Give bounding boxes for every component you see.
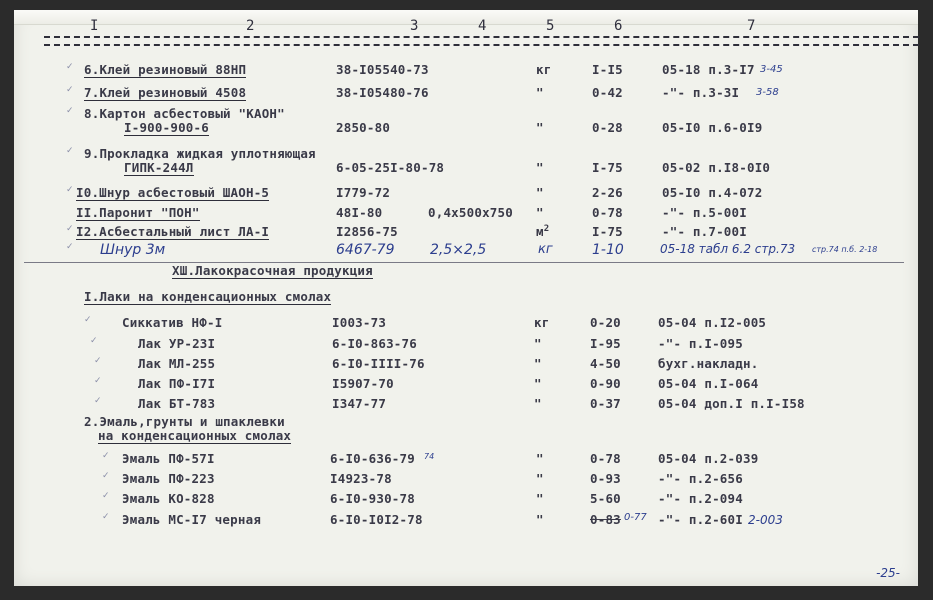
header-dashed-line [44,44,919,46]
item-gost: 2850-80 [336,120,391,135]
item-name: Лак МЛ-255 [138,356,216,371]
item-price: I-75 [592,224,623,239]
item-name: 6.Клей резиновый 88НП [84,62,247,77]
item-price: 0-93 [590,471,621,486]
item-name: I2.Асбестальный лист ЛА-I [76,224,270,239]
item-gost: 6-I0-636-79 [330,451,415,466]
page-number: -25- [876,566,900,580]
item-gost: 6-05-25I-80-78 [336,160,445,175]
table-row: ✓ Лак ПФ-I7I I5907-70 " 0-90 05-04 п.I-064 [94,376,759,391]
table-row-handwritten: ✓ Шнур 3м 6467-79 2,5×2,5 кг 1-10 05-18 табл 6.2 стр.73 стр.74 п.б. 2-18 [66,242,878,258]
item-reference: бухг.накладн. [658,356,759,371]
section-heading-row [14,414,918,450]
item-name: Лак БТ-783 [138,396,216,411]
section-heading: XШ.Лакокрасочная продукция [172,263,373,278]
column-number-2: 2 [246,18,255,34]
item-name: II.Паронит "ПОН" [76,205,200,220]
item-unit: " [536,185,544,200]
handwritten-note: 3-58 [756,87,779,98]
handwritten-price: 0-77 [624,512,647,523]
item-gost: I779-72 [336,185,391,200]
item-size: 2,5×2,5 [430,242,487,258]
item-price: 0-83 [590,512,621,527]
item-unit: кг [538,242,553,257]
item-unit: $м^2$ [536,224,550,240]
subsection-heading-continued: на конденсационных смолах [98,428,292,443]
item-price: 2-26 [592,185,623,200]
item-name: Эмаль ПФ-57I [122,451,215,466]
item-price: 0-20 [590,315,621,330]
item-gost: 6-I0-863-76 [332,336,417,351]
table-row: ✓ 9.Прокладка жидкая уплотняющая ГИПК-244Л 6-05-25I-80-78 " I-75 05-02 п.I8-0I0 [66,146,771,175]
table-row: ✓ Сиккатив НФ-I I003-73 кг 0-20 05-04 п.I2-005 [84,315,767,330]
item-price: I-I5 [592,62,623,77]
item-name-continued: I-900-900-6 [124,120,209,135]
item-name: Шнур 3м [100,242,166,258]
item-reference: 05-18 табл 6.2 стр.73 [660,242,796,256]
table-row: ✓ Эмаль ПФ-57I 6-I0-636-79 74 " 0-78 05-04 п.2-039 [102,451,759,466]
item-price: 0-28 [592,120,623,135]
section-heading-row [14,263,918,283]
table-row: ✓ Эмаль ПФ-223 I4923-78 " 0-93 -"- п.2-656 [102,471,743,486]
subsection-heading: 2.Эмаль,грунты и шпаклевки [84,414,285,429]
page-fold [14,10,918,25]
item-reference: -"- п.2-60I [658,512,743,527]
item-price: 5-60 [590,491,621,506]
table-row: ✓ Лак БТ-783 I347-77 " 0-37 05-04 доп.I п.I-I58 [94,396,805,411]
item-reference: 05-I0 п.4-072 [662,185,763,200]
item-reference: 05-04 доп.I п.I-I58 [658,396,805,411]
column-number-1: I [90,18,99,34]
item-gost: 38-I05540-73 [336,62,429,77]
handwritten-note: 74 [424,452,435,461]
item-gost: 38-I05480-76 [336,85,429,100]
item-reference: 05-04 п.I-064 [658,376,759,391]
table-row: ✓ 6.Клей резиновый 88НП 38-I05540-73 кг I-I5 05-18 п.3-I7 3-45 [66,62,783,77]
item-unit: кг [534,315,550,330]
item-reference: 05-I0 п.6-0I9 [662,120,763,135]
item-name: I0.Шнур асбестовый ШАОН-5 [76,185,270,200]
item-reference: 05-02 п.I8-0I0 [662,160,771,175]
item-price: 0-78 [592,205,623,220]
item-gost: I2856-75 [336,224,398,239]
item-reference: -"- п.3-3I [662,85,740,100]
column-number-5: 5 [546,18,555,34]
item-unit: " [534,376,542,391]
section-heading-row [14,289,918,309]
table-row: ✓ Лак УР-23I 6-I0-863-76 " I-95 -"- п.I-095 [90,336,743,351]
item-gost: 6-I0-930-78 [330,491,415,506]
item-name: 9.Прокладка жидкая уплотняющая [84,146,316,161]
table-row: ✓ Эмаль МС-I7 черная 6-I0-I0I2-78 " 0-83 0-77 -"- п.2-60I 2-003 [102,512,783,527]
item-name: Лак УР-23I [138,336,216,351]
item-unit: " [536,205,544,220]
item-reference: -"- п.5-00I [662,205,747,220]
item-reference: -"- п.2-656 [658,471,743,486]
item-reference: 05-04 п.I2-005 [658,315,767,330]
table-row: ✓ Эмаль КО-828 6-I0-930-78 " 5-60 -"- п.2-094 [102,491,743,506]
column-number-3: 3 [410,18,419,34]
item-price: I-95 [590,336,621,351]
header-dashed-line [44,36,919,38]
item-gost: 48I-80 [336,205,383,220]
item-unit: " [536,471,544,486]
item-reference: -"- п.7-00I [662,224,747,239]
table-row: ✓ I0.Шнур асбестовый ШАОН-5 I779-72 " 2-26 05-I0 п.4-072 [66,185,763,200]
item-size: 0,4x500x750 [428,205,513,220]
item-unit: кг [536,62,552,77]
item-unit: " [536,160,544,175]
item-unit: " [536,512,544,527]
item-reference: 05-18 п.3-I7 [662,62,755,77]
item-unit: " [536,451,544,466]
item-reference: 05-04 п.2-039 [658,451,759,466]
item-price: I-75 [592,160,623,175]
item-unit: " [534,396,542,411]
item-gost: 6467-79 [336,242,395,258]
unit-superscript: 2 [543,224,550,234]
item-gost: I003-73 [332,315,387,330]
item-gost: 6-I0-IIII-76 [332,356,425,371]
item-reference: -"- п.I-095 [658,336,743,351]
item-price: 0-37 [590,396,621,411]
handwritten-note: 2-003 [748,513,783,527]
item-name: Эмаль КО-828 [122,491,215,506]
item-unit: " [536,491,544,506]
column-number-6: 6 [614,18,623,34]
table-row: ✓ Лак МЛ-255 6-I0-IIII-76 " 4-50 бухг.накладн. [94,356,759,371]
item-unit: " [534,336,542,351]
table-row: ✓ 7.Клей резиновый 4508 38-I05480-76 " 0-42 -"- п.3-3I 3-58 [66,85,779,100]
item-price: 0-90 [590,376,621,391]
item-name: 8.Картон асбестовый "КАОН" [84,106,285,121]
item-unit: " [536,85,544,100]
item-gost: I347-77 [332,396,387,411]
item-name-continued: ГИПК-244Л [124,160,194,175]
item-name: Сиккатив НФ-I [122,315,223,330]
item-name: Эмаль МС-I7 черная [122,512,262,527]
item-gost: 6-I0-I0I2-78 [330,512,423,527]
document-sheet [14,10,918,586]
item-name: Лак ПФ-I7I [138,376,216,391]
item-name: 7.Клей резиновый 4508 [84,85,247,100]
item-unit: " [534,356,542,371]
item-unit: " [536,120,544,135]
table-row: ✓ 8.Картон асбестовый "КАОН" I-900-900-6 2850-80 " 0-28 05-I0 п.6-0I9 [66,106,763,135]
item-price: 1-10 [592,242,624,258]
item-gost: I4923-78 [330,471,392,486]
column-number-7: 7 [747,18,756,34]
handwritten-note: стр.74 п.б. 2-18 [812,245,878,254]
item-name: Эмаль ПФ-223 [122,471,215,486]
column-number-4: 4 [478,18,487,34]
table-row: ✓ I2.Асбестальный лист ЛА-I I2856-75 $м^2$ I-75 -"- п.7-00I [66,224,747,240]
item-price: 0-78 [590,451,621,466]
item-price: 4-50 [590,356,621,371]
item-reference: -"- п.2-094 [658,491,743,506]
item-price: 0-42 [592,85,623,100]
handwritten-note: 3-45 [760,64,783,75]
table-row [14,205,918,225]
item-gost: I5907-70 [332,376,394,391]
subsection-heading: I.Лаки на конденсационных смолах [84,289,332,304]
